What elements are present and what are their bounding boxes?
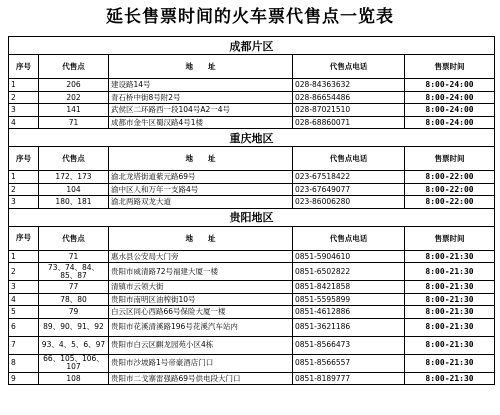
header-address: 地 址 (109, 147, 293, 171)
row-phone: 0851-8189777 (293, 372, 405, 385)
row-address: 成都市金牛区蜀汉路4号1楼 (109, 116, 293, 129)
row-address: 贵阳市威清路72号福建大厦一楼 (109, 263, 293, 281)
table-row (9, 336, 495, 354)
row-sale-time: 8:00-21:30 (405, 336, 495, 354)
row-sale-time: 8:00-21:30 (405, 250, 495, 263)
table-row (9, 372, 495, 385)
row-address: 渝中区人和万年一支路4号 (109, 183, 293, 196)
row-address: 白云区同心西路66号保险大厦一楼 (109, 306, 293, 319)
row-agency-code: 77 (39, 281, 109, 294)
row-seq: 3 (9, 104, 39, 117)
row-sale-time: 8:00-21:30 (405, 354, 495, 372)
header-phone: 代售点电话 (293, 147, 405, 171)
row-address: 贵阳市沙坡路1号帝豪酒店门口 (109, 354, 293, 372)
table-row (9, 79, 495, 92)
header-seq: 序号 (9, 147, 39, 171)
region-header-row (9, 37, 495, 55)
row-seq: 3 (9, 281, 39, 294)
row-agency-code: 104 (39, 183, 109, 196)
row-seq: 9 (9, 372, 39, 385)
region-header-row (9, 208, 495, 226)
row-seq: 5 (9, 306, 39, 319)
header-time: 售票时间 (405, 226, 495, 250)
row-phone: 0851-8566557 (293, 354, 405, 372)
region-name: 贵阳地区 (9, 208, 495, 226)
header-address: 地 址 (109, 55, 293, 79)
page-title: 延长售票时间的火车票代售点一览表 (106, 7, 394, 27)
table-row (9, 183, 495, 196)
row-sale-time: 8:00-21:30 (405, 306, 495, 319)
row-address: 青石桥中街8号附2号 (109, 91, 293, 104)
table-row (9, 263, 495, 281)
row-phone: 028-84363632 (293, 79, 405, 92)
header-code: 代售点 (39, 147, 109, 171)
table-row (9, 104, 495, 117)
row-seq: 4 (9, 116, 39, 129)
row-address: 武侯区二环路西一段104号A2一4号 (109, 104, 293, 117)
row-address: 建设路14号 (109, 79, 293, 92)
table-row (9, 196, 495, 209)
row-phone: 0851-5904610 (293, 250, 405, 263)
row-seq: 6 (9, 318, 39, 336)
table-row (9, 354, 495, 372)
header-time: 售票时间 (405, 147, 495, 171)
row-agency-code: 141 (39, 104, 109, 117)
header-phone: 代售点电话 (293, 226, 405, 250)
column-header-row (9, 226, 495, 250)
header-code: 代售点 (39, 226, 109, 250)
row-phone: 028-86654486 (293, 91, 405, 104)
row-sale-time: 8:00-24:00 (405, 91, 495, 104)
column-header-row (9, 147, 495, 171)
row-sale-time: 8:00-24:00 (405, 79, 495, 92)
table-row (9, 116, 495, 129)
row-sale-time: 8:00-21:30 (405, 293, 495, 306)
row-agency-code: 71 (39, 250, 109, 263)
region-name: 成都片区 (9, 37, 495, 55)
agency-table (8, 36, 495, 385)
row-address: 惠水县公安局大门旁 (109, 250, 293, 263)
table-row (9, 318, 495, 336)
row-phone: 028-87021510 (293, 104, 405, 117)
row-sale-time: 8:00-22:00 (405, 196, 495, 209)
row-address: 渝北两路双龙大道 (109, 196, 293, 209)
header-address: 地 址 (109, 226, 293, 250)
row-agency-code: 66、105、106、107 (39, 354, 109, 372)
row-agency-code: 78、80 (39, 293, 109, 306)
row-address: 贵阳市南明区油榨街10号 (109, 293, 293, 306)
row-seq: 2 (9, 91, 39, 104)
row-phone: 0851-8421858 (293, 281, 405, 294)
row-seq: 1 (9, 79, 39, 92)
row-agency-code: 202 (39, 91, 109, 104)
row-sale-time: 8:00-22:00 (405, 183, 495, 196)
row-agency-code: 93、4、5、6、97 (39, 336, 109, 354)
table-row (9, 171, 495, 184)
row-agency-code: 79 (39, 306, 109, 319)
row-sale-time: 8:00-24:00 (405, 116, 495, 129)
row-seq: 1 (9, 250, 39, 263)
row-sale-time: 8:00-21:30 (405, 372, 495, 385)
row-sale-time: 8:00-24:00 (405, 104, 495, 117)
header-phone: 代售点电话 (293, 55, 405, 79)
row-seq: 3 (9, 196, 39, 209)
row-phone: 0851-6502822 (293, 263, 405, 281)
row-address: 贵阳市白云区麒龙园苑小区4栋 (109, 336, 293, 354)
row-phone: 023-67649077 (293, 183, 405, 196)
row-phone: 0851-3621186 (293, 318, 405, 336)
row-seq: 8 (9, 354, 39, 372)
row-address: 贵阳市二戈寨雷强路69号供电段大门口 (109, 372, 293, 385)
row-phone: 0851-8566473 (293, 336, 405, 354)
ticket-agency-table (8, 36, 494, 385)
row-address: 清镇市云领大街 (109, 281, 293, 294)
row-sale-time: 8:00-21:30 (405, 281, 495, 294)
table-body (9, 37, 495, 385)
region-name: 重庆地区 (9, 129, 495, 147)
row-phone: 023-86006280 (293, 196, 405, 209)
header-time: 售票时间 (405, 55, 495, 79)
row-phone: 0851-4612886 (293, 306, 405, 319)
row-agency-code: 180、181 (39, 196, 109, 209)
row-seq: 2 (9, 183, 39, 196)
region-header-row (9, 129, 495, 147)
row-address: 贵阳市花溪清溪路196号花溪汽车站内 (109, 318, 293, 336)
table-row (9, 293, 495, 306)
header-seq: 序号 (9, 226, 39, 250)
row-agency-code: 71 (39, 116, 109, 129)
row-address: 渝北龙塔街道紫元路69号 (109, 171, 293, 184)
row-sale-time: 8:00-21:30 (405, 318, 495, 336)
row-sale-time: 8:00-22:00 (405, 171, 495, 184)
table-row (9, 91, 495, 104)
table-row (9, 250, 495, 263)
row-sale-time: 8:00-21:30 (405, 263, 495, 281)
header-code: 代售点 (39, 55, 109, 79)
row-seq: 7 (9, 336, 39, 354)
row-agency-code: 172、173 (39, 171, 109, 184)
row-phone: 0851-5595899 (293, 293, 405, 306)
row-agency-code: 108 (39, 372, 109, 385)
column-header-row (9, 55, 495, 79)
row-agency-code: 73、74、84、85、87 (39, 263, 109, 281)
row-seq: 2 (9, 263, 39, 281)
row-phone: 028-68860071 (293, 116, 405, 129)
row-seq: 4 (9, 293, 39, 306)
row-agency-code: 206 (39, 79, 109, 92)
row-agency-code: 89、90、91、92 (39, 318, 109, 336)
row-phone: 023-67518422 (293, 171, 405, 184)
table-row (9, 281, 495, 294)
header-seq: 序号 (9, 55, 39, 79)
row-seq: 1 (9, 171, 39, 184)
table-row (9, 306, 495, 319)
